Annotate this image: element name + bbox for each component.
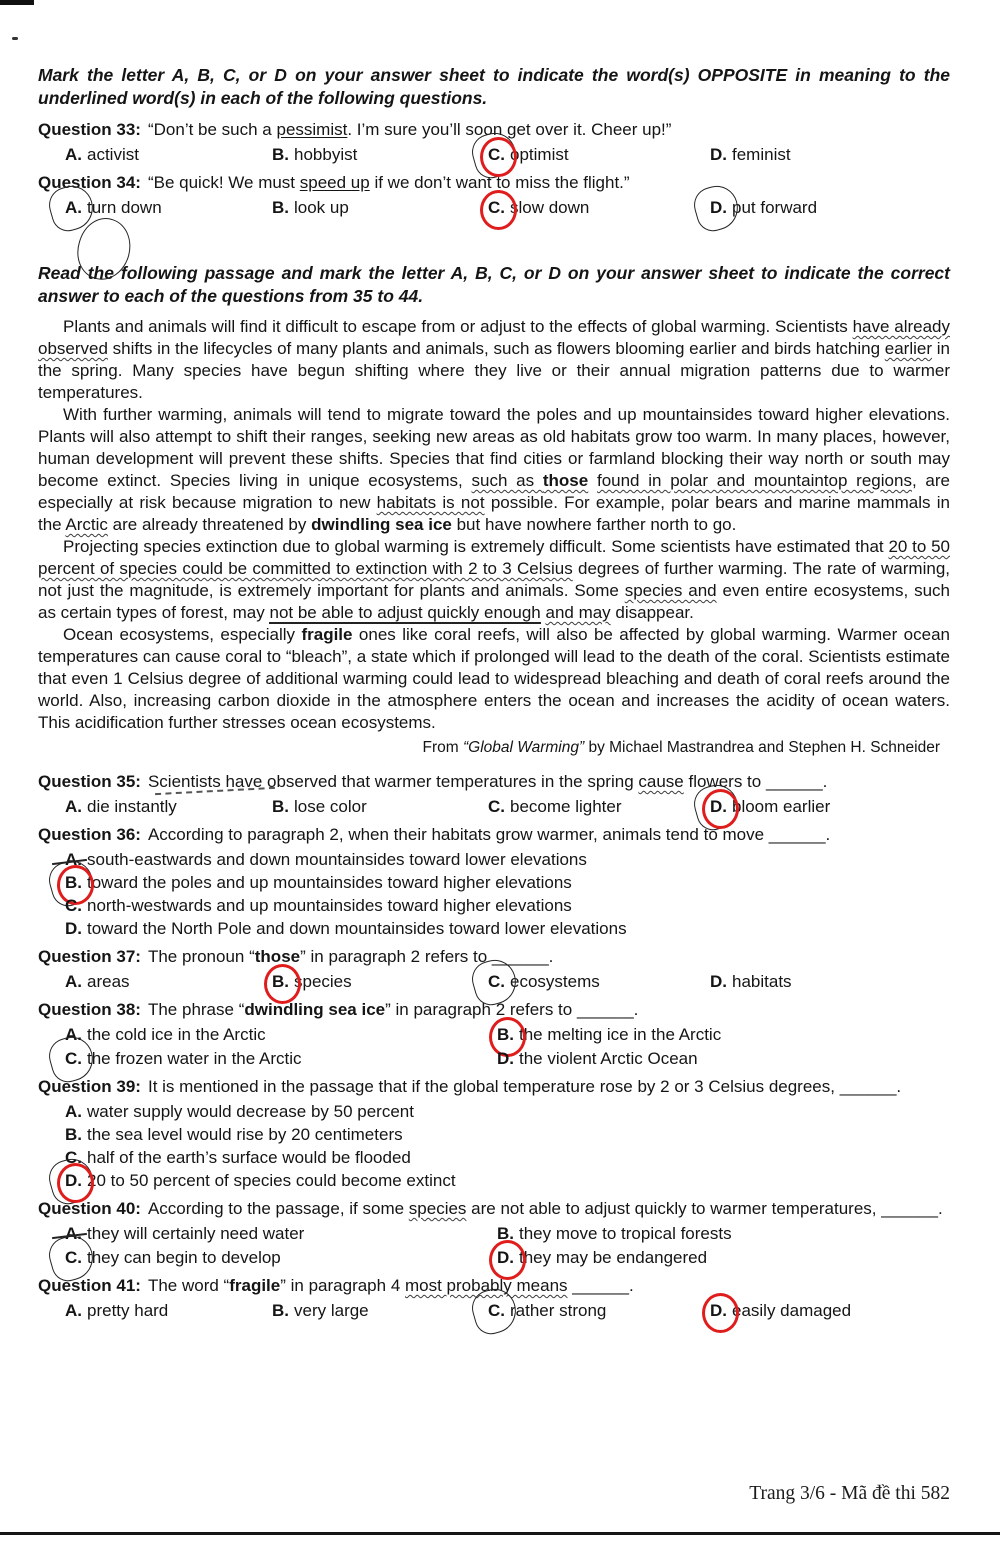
option-letter: C. [488, 972, 505, 991]
question-36-option-d [38, 917, 950, 940]
option-text: put forward [732, 198, 818, 217]
question-35-text: Scientists have observed that warmer temperatures in the spring cause flowers to ______. [147, 772, 828, 791]
question-41-option-b [272, 1299, 488, 1322]
question-41-text: The word “fragile” in paragraph 4 most probably means ______. [147, 1276, 634, 1295]
question-34-options [38, 196, 950, 219]
option-text: become lighter [510, 797, 622, 816]
option-text: ecosystems [510, 972, 600, 991]
question-34-stem [38, 171, 950, 194]
option-text: habitats [732, 972, 792, 991]
question-34-option-d [710, 196, 950, 219]
option-text: species [294, 972, 352, 991]
question-37-option-d [710, 970, 950, 993]
option-letter: D. [710, 198, 727, 217]
question-33-label: Question 33: [38, 120, 141, 139]
question-41-label: Question 41: [38, 1276, 141, 1295]
question-40-option-a [65, 1222, 497, 1245]
question-37-stem [38, 945, 950, 968]
question-39-option-c [38, 1146, 950, 1169]
question-38 [38, 998, 950, 1070]
option-letter: B. [272, 198, 289, 217]
option-text: bloom earlier [732, 797, 831, 816]
question-41-stem [38, 1274, 950, 1297]
question-41-options [38, 1299, 950, 1322]
question-37-label: Question 37: [38, 947, 141, 966]
option-text: rather strong [510, 1301, 607, 1320]
question-39-options [38, 1100, 950, 1192]
option-letter: D. [710, 145, 727, 164]
question-36-stem [38, 823, 950, 846]
option-text: they can begin to develop [87, 1248, 281, 1267]
option-letter: C. [65, 1248, 82, 1267]
question-33-option-c [488, 143, 710, 166]
question-38-option-a [65, 1023, 497, 1046]
passage-attribution: From “Global Warming” by Michael Mastrandrea and Stephen H. Schneider [422, 739, 940, 756]
question-41-option-d [710, 1299, 950, 1322]
question-33-text: “Don’t be such a pessimist. I’m sure you’ll soon get over it. Cheer up!” [147, 120, 672, 139]
option-letter: B. [65, 873, 82, 892]
question-37-text: The pronoun “those” in paragraph 2 refers to ______. [147, 947, 554, 966]
option-text: the cold ice in the Arctic [87, 1025, 266, 1044]
question-34-text: “Be quick! We must speed up if we don’t want to miss the flight.” [147, 173, 630, 192]
passage-paragraph-1: Plants and animals will find it difficult to escape from or adjust to the effects of global warming. Scientists have already observed shifts in the lifecycles of many plants and animals, such as flowers blooming earlier and birds hatching earlier in the spring. Many species have begun shifting where they live or their annual migration patterns due to warmer temperatures. [38, 317, 951, 402]
question-33-stem [38, 118, 950, 141]
option-text: areas [87, 972, 130, 991]
option-text: water supply would decrease by 50 percent [87, 1102, 414, 1121]
option-text: they move to tropical forests [519, 1224, 732, 1243]
question-38-option-b [497, 1023, 950, 1046]
reading-passage [38, 316, 950, 758]
question-38-label: Question 38: [38, 1000, 141, 1019]
question-35 [38, 770, 950, 818]
question-40-option-d [497, 1246, 950, 1269]
question-39 [38, 1075, 950, 1192]
question-41-option-a [65, 1299, 272, 1322]
question-39-label: Question 39: [38, 1077, 141, 1096]
option-text: the sea level would rise by 20 centimeters [87, 1125, 403, 1144]
question-37-option-b [272, 970, 488, 993]
question-34-option-b [272, 196, 488, 219]
question-36-option-b [38, 871, 950, 894]
question-36-label: Question 36: [38, 825, 141, 844]
option-text: the melting ice in the Arctic [519, 1025, 722, 1044]
option-letter: D. [497, 1049, 514, 1068]
question-38-option-c [65, 1047, 497, 1070]
option-letter: B. [65, 1125, 82, 1144]
question-39-option-d [38, 1169, 950, 1192]
option-text: feminist [732, 145, 791, 164]
option-letter: A. [65, 145, 82, 164]
option-letter: D. [65, 1171, 82, 1190]
question-38-text: The phrase “dwindling sea ice” in paragraph 2 refers to ______. [147, 1000, 639, 1019]
question-34-option-a [65, 196, 272, 219]
question-40-option-b [497, 1222, 950, 1245]
question-37-option-c [488, 970, 710, 993]
option-text: hobbyist [294, 145, 358, 164]
question-40-stem [38, 1197, 950, 1220]
section-instructions-opposite: Mark the letter A, B, C, or D on your answer sheet to indicate the word(s) OPPOSITE in meaning to the underlined word(s) in each of the following questions. [38, 65, 950, 108]
option-letter: C. [65, 1049, 82, 1068]
question-41-option-c [488, 1299, 710, 1322]
question-36-options [38, 848, 950, 940]
question-35-option-c [488, 795, 710, 818]
question-36-option-a [38, 848, 950, 871]
question-35-stem [38, 770, 950, 793]
option-letter: B. [272, 1301, 289, 1320]
page-footer: Trang 3/6 - Mã đề thi 582 [749, 1483, 950, 1504]
question-39-text: It is mentioned in the passage that if the global temperature rose by 2 or 3 Celsius degrees, ______. [147, 1077, 902, 1096]
question-39-stem [38, 1075, 950, 1098]
question-35-options [38, 795, 950, 818]
option-text: 20 to 50 percent of species could become extinct [87, 1171, 456, 1190]
passage-paragraph-4: Ocean ecosystems, especially fragile ones like coral reefs, will also be affected by global warming. Warmer ocean temperatures can cause coral to “bleach”, a state which if prolonged will lead to the death of the coral. Scientists estimate that even 1 Celsius degree of additional warming could lead to widespread bleaching and death of coral reefs around the world. Also, increasing carbon dioxide in the atmosphere enters the ocean and increases the acidity of ocean waters. This acidification further stresses ocean ecosystems. [38, 625, 950, 732]
section-instructions-reading: Read the following passage and mark the letter A, B, C, or D on your answer sheet to indicate the correct answer to each of the questions from 35 to 44. [38, 263, 950, 306]
question-40-options [38, 1222, 950, 1269]
question-34 [38, 171, 950, 219]
question-34-label: Question 34: [38, 173, 141, 192]
option-text: lose color [294, 797, 367, 816]
question-40-label: Question 40: [38, 1199, 141, 1218]
option-text: die instantly [87, 797, 177, 816]
question-35-option-d [710, 795, 950, 818]
question-38-stem [38, 998, 950, 1021]
question-35-option-b [272, 795, 488, 818]
option-letter: C. [65, 896, 82, 915]
option-letter: C. [65, 1148, 82, 1167]
question-39-option-b [38, 1123, 950, 1146]
question-37 [38, 945, 950, 993]
option-letter: D. [710, 1301, 727, 1320]
option-text: the violent Arctic Ocean [519, 1049, 698, 1068]
option-text: slow down [510, 198, 590, 217]
question-38-options [38, 1023, 950, 1070]
option-letter: D. [497, 1248, 514, 1267]
option-text: turn down [87, 198, 162, 217]
option-text: they will certainly need water [87, 1224, 305, 1243]
question-35-option-a [65, 795, 272, 818]
question-33-options [38, 143, 950, 166]
passage-paragraph-3: Projecting species extinction due to global warming is extremely difficult. Some scientists have estimated that 20 to 50 percent of species could be committed to extinction with 2 to 3 Celsius degrees of further warming. The rate of warming, not just the magnitude, is extremely important for plants and animals. Some species and even entire ecosystems, such as certain types of forest, may not be able to adjust quickly enough and may disappear. [38, 537, 950, 622]
question-36 [38, 823, 950, 940]
passage-paragraph-2: With further warming, animals will tend to migrate toward the poles and up mountainsides toward higher elevations. Plants will also attempt to shift their ranges, seeking new areas as old habitats grow too warm. In many places, however, human development will prevent these shifts. Species that find cities or farmland blocking their way north or south may become extinct. Species living in unique ecosystems, such as those found in polar and mountaintop regions, are especially at risk because migration to new habitats is not possible. For example, polar bears and marine mammals in the Arctic are already threatened by dwindling sea ice but have nowhere farther north to go. [38, 405, 950, 534]
scan-artifact-bar [0, 0, 34, 5]
option-letter: B. [272, 797, 289, 816]
option-text: south-eastwards and down mountainsides toward lower elevations [87, 850, 587, 869]
question-35-label: Question 35: [38, 772, 141, 791]
question-40-text: According to the passage, if some species are not able to adjust quickly to warmer temperatures, ______. [147, 1199, 943, 1218]
question-33 [38, 118, 950, 166]
question-39-option-a [38, 1100, 950, 1123]
option-letter: A. [65, 1025, 82, 1044]
option-text: very large [294, 1301, 369, 1320]
option-letter: C. [488, 797, 505, 816]
option-letter: D. [710, 797, 727, 816]
option-letter: A. [65, 1102, 82, 1121]
option-text: look up [294, 198, 349, 217]
question-36-option-c [38, 894, 950, 917]
option-letter: C. [488, 198, 505, 217]
question-33-option-a [65, 143, 272, 166]
option-letter: A. [65, 1301, 82, 1320]
option-letter: D. [65, 919, 82, 938]
question-34-option-c [488, 196, 710, 219]
option-text: optimist [510, 145, 569, 164]
option-letter: A. [65, 972, 82, 991]
question-37-options [38, 970, 950, 993]
option-letter: B. [497, 1025, 514, 1044]
option-letter: A. [65, 1224, 82, 1243]
question-33-option-d [710, 143, 950, 166]
option-text: easily damaged [732, 1301, 852, 1320]
option-letter: D. [710, 972, 727, 991]
question-40 [38, 1197, 950, 1269]
question-41 [38, 1274, 950, 1322]
page-bottom-rule [0, 1532, 1000, 1535]
question-36-text: According to paragraph 2, when their habitats grow warmer, animals tend to move ______. [147, 825, 831, 844]
option-text: toward the poles and up mountainsides toward higher elevations [87, 873, 572, 892]
option-text: they may be endangered [519, 1248, 708, 1267]
option-letter: C. [488, 1301, 505, 1320]
option-letter: A. [65, 850, 82, 869]
option-text: toward the North Pole and down mountainsides toward lower elevations [87, 919, 627, 938]
option-text: north-westwards and up mountainsides toward higher elevations [87, 896, 572, 915]
question-37-option-a [65, 970, 272, 993]
option-letter: B. [497, 1224, 514, 1243]
option-text: the frozen water in the Arctic [87, 1049, 302, 1068]
option-letter: A. [65, 797, 82, 816]
question-40-option-c [65, 1246, 497, 1269]
scan-artifact-dot [12, 37, 18, 40]
option-letter: A. [65, 198, 82, 217]
option-letter: B. [272, 972, 289, 991]
question-38-option-d [497, 1047, 950, 1070]
question-33-option-b [272, 143, 488, 166]
option-text: pretty hard [87, 1301, 169, 1320]
option-letter: B. [272, 145, 289, 164]
option-text: activist [87, 145, 139, 164]
option-letter: C. [488, 145, 505, 164]
option-text: half of the earth’s surface would be flooded [87, 1148, 411, 1167]
